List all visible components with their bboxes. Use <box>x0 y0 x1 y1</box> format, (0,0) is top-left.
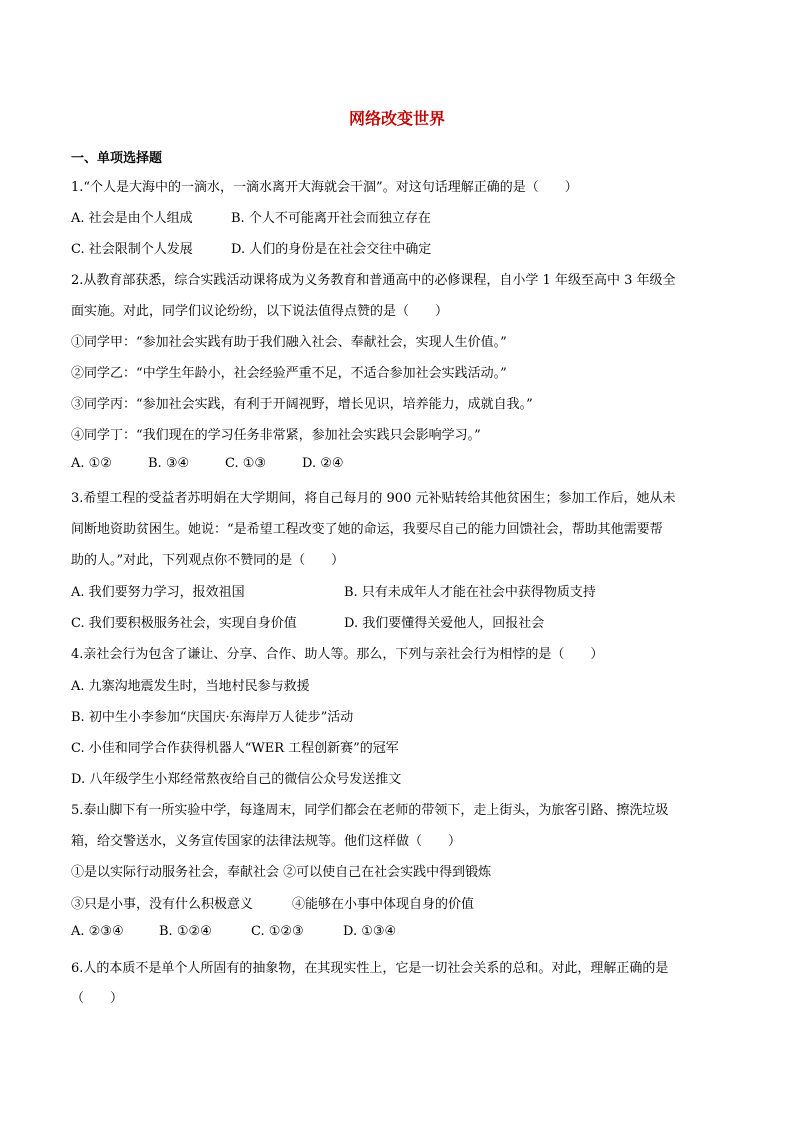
question-2-stem-line-1: 2.从教育部获悉，综合实践活动课将成为义务教育和普通高中的必修课程，自小学 1 年级至高中 3 年级全 <box>71 273 676 288</box>
question-1-option-a: A. 社会是由个人组成 <box>71 211 193 226</box>
document-title: 网络改变世界 <box>348 109 445 128</box>
question-5-option-c: C. ①②③ <box>251 924 304 939</box>
question-1-option-c: C. 社会限制个人发展 <box>71 242 193 257</box>
question-2-option-b: B. ③④ <box>148 456 190 471</box>
question-3-option-d: D. 我们要懂得关爱他人，回报社会 <box>344 616 545 631</box>
question-3-option-a: A. 我们要努力学习，报效祖国 <box>71 585 245 600</box>
section-heading: 一、单项选择题 <box>71 151 163 166</box>
question-3-stem-line-1: 3.希望工程的受益者苏明娟在大学期间，将自己每月的 900 元补贴转给其他贫困生；参加工作后，她从未 <box>71 491 676 506</box>
question-4-option-a: A. 九寨沟地震发生时，当地村民参与救援 <box>71 679 310 694</box>
question-4-option-b: B. 初中生小李参加“庆国庆·东海岸万人徒步”活动 <box>71 710 354 725</box>
question-3-stem-line-2: 间断地资助贫困生。她说：“是希望工程改变了她的命运，我要尽自己的能力回馈社会，帮助其他需要帮 <box>71 522 663 537</box>
question-2-option-a: A. ①② <box>71 456 112 471</box>
question-5-statements-1: ①是以实际行动服务社会，奉献社会 ②可以使自己在社会实践中得到锻炼 <box>71 865 492 880</box>
question-6-stem-line-2: （ ） <box>71 991 124 1006</box>
question-1-option-d: D. 人们的身份是在社会交往中确定 <box>231 242 432 257</box>
question-2-statement-1: ①同学甲：“参加社会实践有助于我们融入社会、奉献社会，实现人生价值。” <box>71 335 507 350</box>
question-2-stem-line-2: 面实施。对此，同学们议论纷纷，以下说法值得点赞的是（ ） <box>71 304 449 319</box>
question-2-option-c: C. ①③ <box>225 456 267 471</box>
question-2-statement-3: ③同学丙：“参加社会实践，有利于开阔视野，增长见识，培养能力，成就自我。” <box>71 397 533 412</box>
question-4-option-c: C. 小佳和同学合作获得机器人“WER 工程创新赛”的冠军 <box>71 741 399 756</box>
question-2-statement-2: ②同学乙：“中学生年龄小，社会经验严重不足，不适合参加社会实践活动。” <box>71 366 507 381</box>
question-3-option-c: C. 我们要积极服务社会，实现自身价值 <box>71 616 297 631</box>
question-5-statements-2: ③只是小事，没有什么积极意义 ④能够在小事中体现自身的价值 <box>71 897 475 912</box>
question-5-stem-line-1: 5.泰山脚下有一所实验中学，每逢周末，同学们都会在老师的带领下，走上街头，为旅客引路、擦洗垃圾 <box>71 803 669 818</box>
question-6-stem-line-1: 6.人的本质不是单个人所固有的抽象物，在其现实性上，它是一切社会关系的总和。对此，理解正确的是 <box>71 961 669 976</box>
question-2-option-d: D. ②④ <box>302 456 344 471</box>
question-5-option-d: D. ①③④ <box>343 924 397 939</box>
question-5-option-b: B. ①②④ <box>159 924 212 939</box>
question-3-option-b: B. 只有未成年人才能在社会中获得物质支持 <box>344 585 596 600</box>
question-4-stem: 4.亲社会行为包含了谦让、分享、合作、助人等。那么，下列与亲社会行为相悖的是（ ） <box>71 647 604 662</box>
question-3-stem-line-3: 助的人。”对此，下列观点你不赞同的是（ ） <box>71 553 345 568</box>
question-1-option-b: B. 个人不可能离开社会而独立存在 <box>231 211 431 226</box>
question-2-statement-4: ④同学丁：“我们现在的学习任务非常紧，参加社会实践只会影响学习。” <box>71 428 481 443</box>
question-1-stem: 1.“个人是大海中的一滴水，一滴水离开大海就会干涸”。对这句话理解正确的是（ ） <box>71 180 578 195</box>
question-5-option-a: A. ②③④ <box>71 924 124 939</box>
question-4-option-d: D. 八年级学生小郑经常熬夜给自己的微信公众号发送推文 <box>71 772 402 787</box>
question-5-stem-line-2: 箱，给交警送水，义务宣传国家的法律法规等。他们这样做（ ） <box>71 834 462 849</box>
